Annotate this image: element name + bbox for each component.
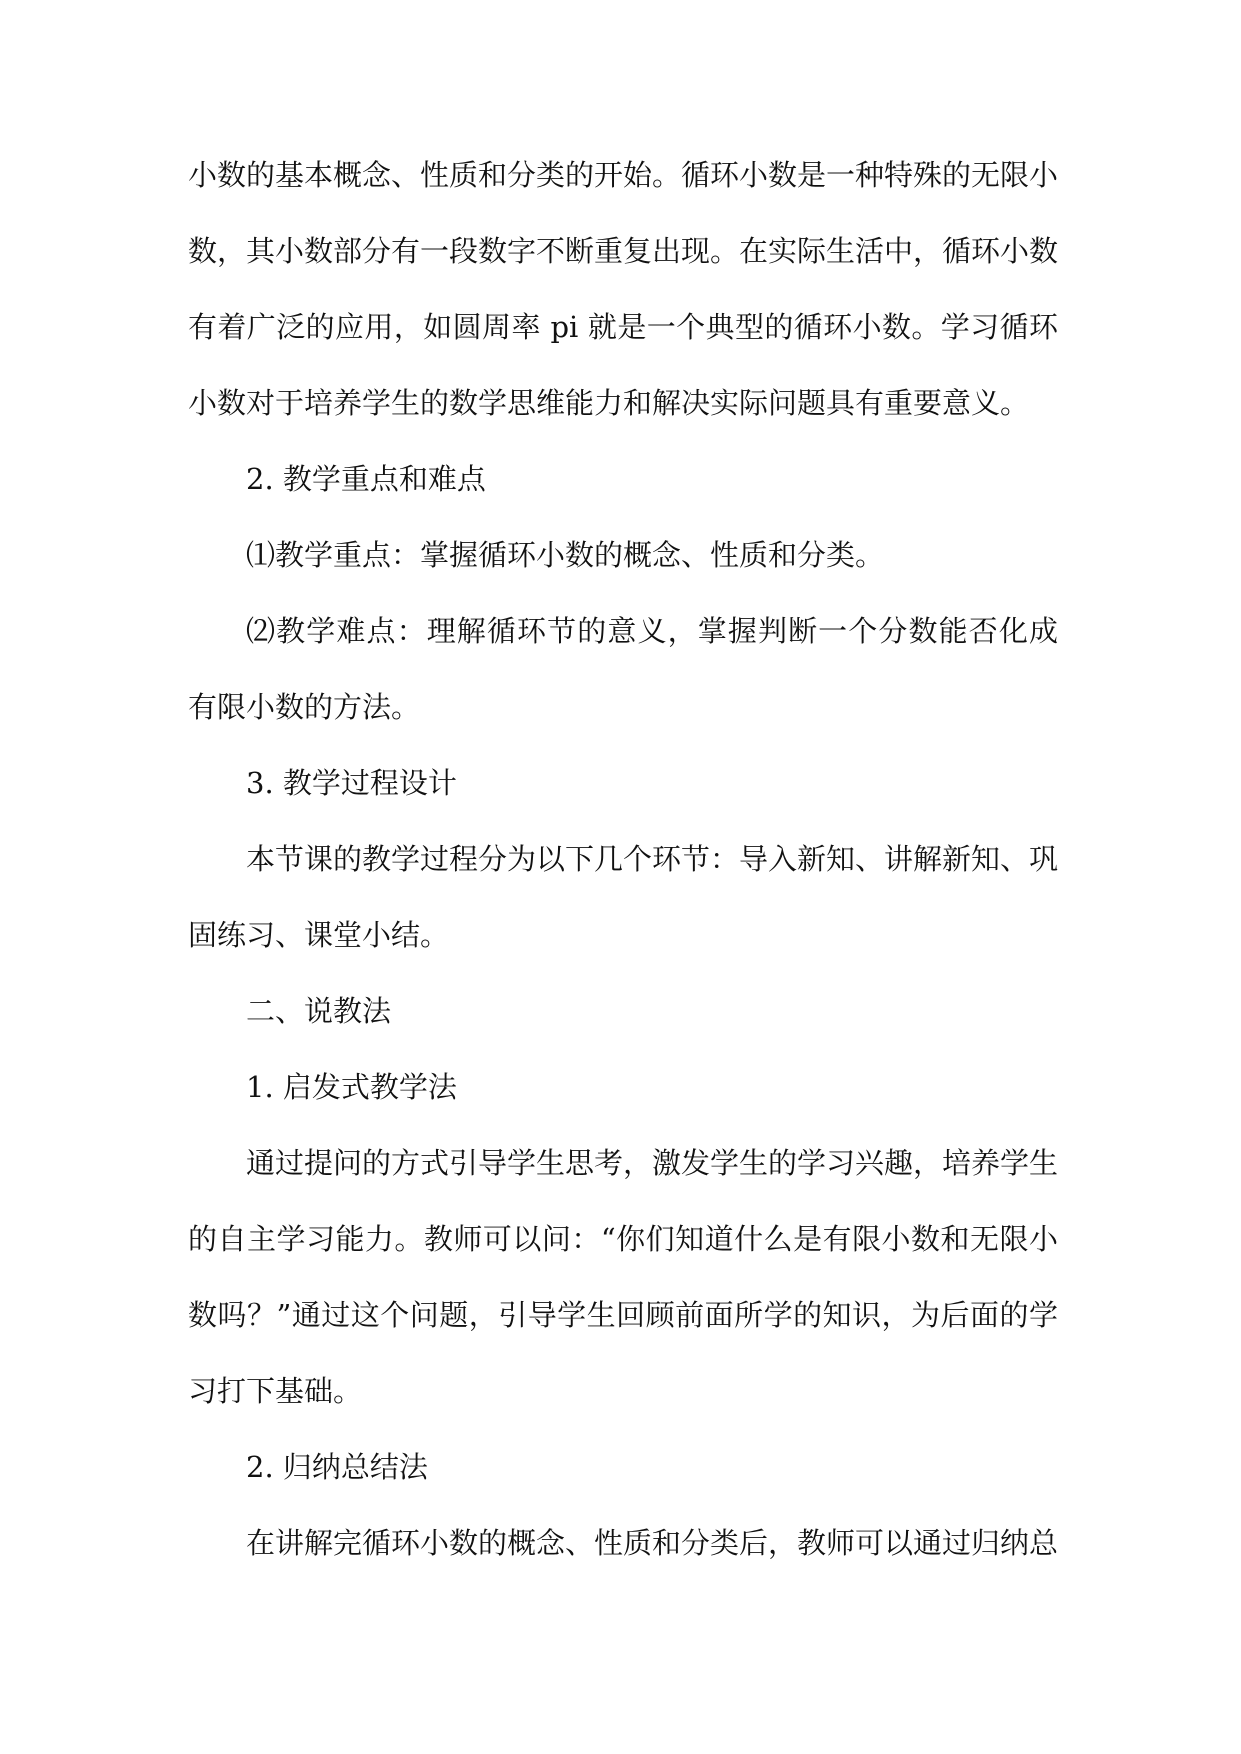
paragraph-line: 通过提问的方式引导学生思考，激发学生的学习兴趣，培养学生 bbox=[246, 1146, 1059, 1180]
list-item: ⑴教学重点：掌握循环小数的概念、性质和分类。 bbox=[246, 538, 885, 572]
paragraph-line: 固练习、课堂小结。 bbox=[188, 918, 450, 952]
subsection-heading: 1. 启发式教学法 bbox=[246, 1070, 457, 1104]
paragraph-line: 习打下基础。 bbox=[188, 1374, 363, 1408]
section-heading: 3. 教学过程设计 bbox=[246, 766, 457, 800]
paragraph-line: 有限小数的方法。 bbox=[188, 690, 421, 724]
paragraph-line: 小数对于培养学生的数学思维能力和解决实际问题具有重要意义。 bbox=[188, 386, 1030, 420]
list-item: ⑵教学难点：理解循环节的意义，掌握判断一个分数能否化成 bbox=[246, 614, 1058, 648]
paragraph-line: 数，其小数部分有一段数字不断重复出现。在实际生活中，循环小数 bbox=[188, 234, 1059, 268]
paragraph-line: 小数的基本概念、性质和分类的开始。循环小数是一种特殊的无限小 bbox=[188, 158, 1059, 192]
document-body bbox=[188, 137, 1058, 1581]
paragraph-line: 本节课的教学过程分为以下几个环节：导入新知、讲解新知、巩 bbox=[246, 842, 1059, 876]
paragraph-line: 的自主学习能力。教师可以问：“你们知道什么是有限小数和无限小 bbox=[188, 1222, 1058, 1256]
subsection-heading: 2. 归纳总结法 bbox=[246, 1450, 428, 1484]
paragraph-line: 数吗？”通过这个问题，引导学生回顾前面所学的知识，为后面的学 bbox=[188, 1298, 1058, 1332]
section-heading: 二、说教法 bbox=[246, 994, 392, 1028]
section-heading: 2. 教学重点和难点 bbox=[246, 462, 486, 496]
paragraph-line: 有着广泛的应用，如圆周率 pi 就是一个典型的循环小数。学习循环 bbox=[188, 310, 1058, 344]
paragraph-line: 在讲解完循环小数的概念、性质和分类后，教师可以通过归纳总 bbox=[246, 1526, 1059, 1560]
